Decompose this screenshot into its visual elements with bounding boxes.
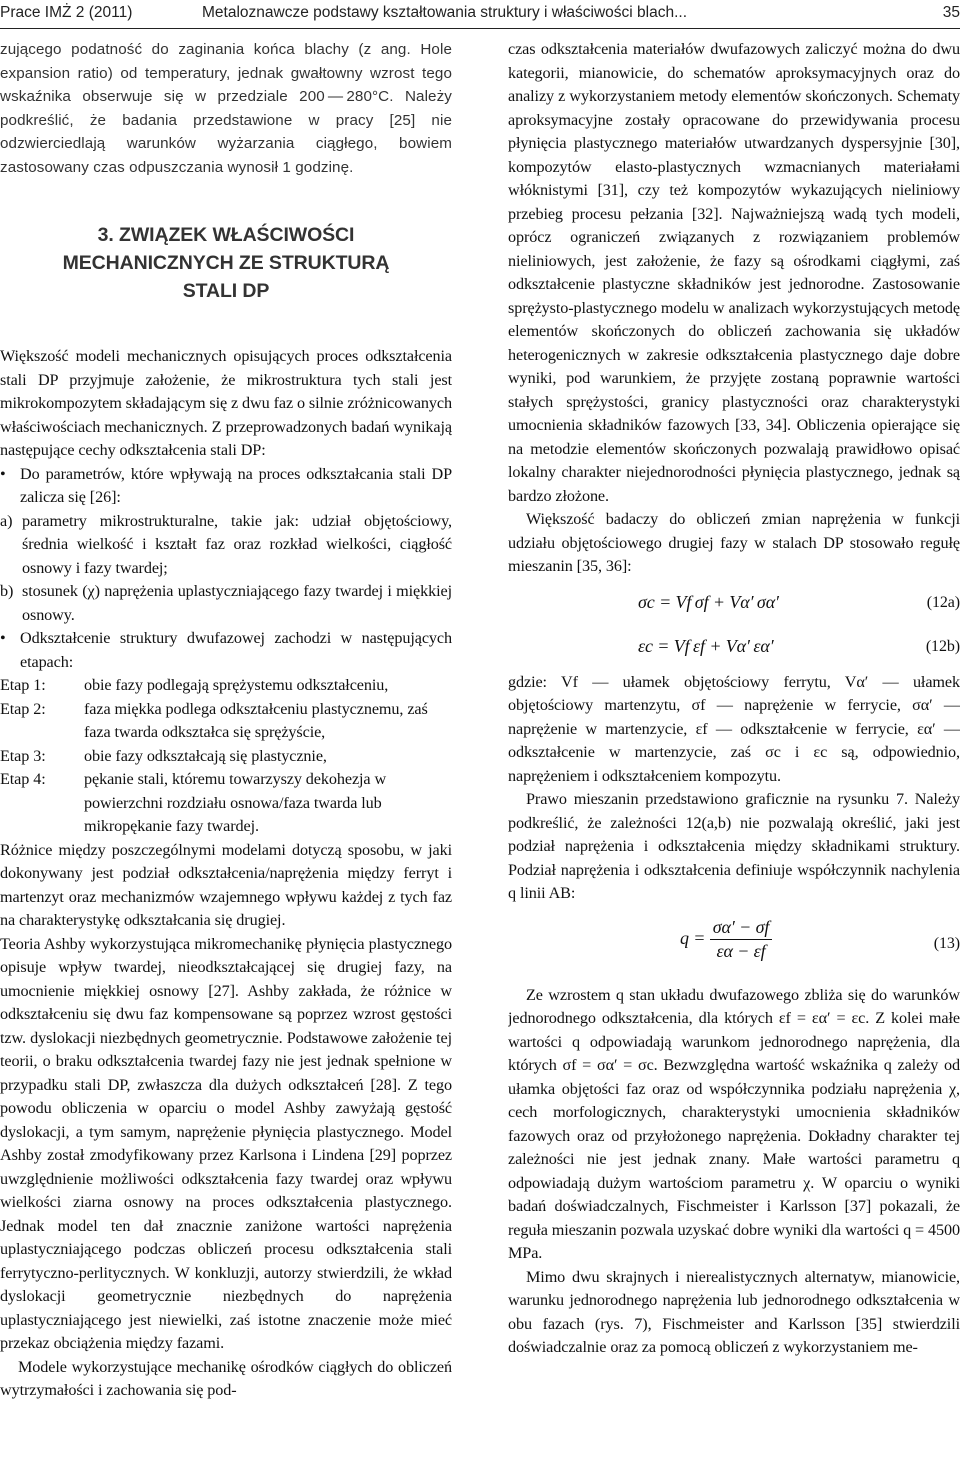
section-heading-line-3: STALI DP — [182, 280, 270, 302]
section-heading — [0, 221, 452, 305]
section-heading-line-2: MECHANICZNYCH ZE STRUKTURĄ — [62, 252, 390, 274]
paragraph: Mimo dwu skrajnych i nierealistycznych alternatyw, mianowicie, warunku jednorodnego naprężenia lub jednorodnego odkształcenia w obu fazach (rys. 7), Fischmeister and Karlsson [35] stwierdzili doświadczalnie oraz za pomocą obliczeń z wykorzystaniem me- — [508, 1267, 960, 1356]
section-heading-line-1: 3. ZWIĄZEK WŁAŚCIWOŚCI — [97, 224, 355, 246]
stage-item — [0, 768, 452, 839]
stage-label: Etap 1: — [0, 676, 46, 694]
bullet-text: Odkształcenie struktury dwufazowej zachodzi w następujących etapach: — [20, 629, 452, 671]
paragraph: czas odkształcenia materiałów dwufazowych zaliczyć można do dwu kategorii, mianowicie, do schematów aproksymacyjnych oraz do analizy z wykorzystaniem metody elementów skończonych. Schematy aproksymacyjne zostały opracowane do przewidywania procesu płynięcia plastycznego materiałów utwardzanych dyspersyjnie [30], kompozytów elasto-plastycznych wzmacnianych materiałami włóknistymi [31], czy też kompozytów wykazujących nieliniowy przebieg procesu pełzania [32]. Najważniejszą wadą tych modeli, oprócz ograniczeń związanych z rozwiązaniem problemów nieliniowych, jest założenie, że fazy są ośrodkami ciągłymi, zaś odkształcenie plastyczne składników jest jednorodne. Zastosowanie sprężysto-plastycznego modelu w analizach wykorzystujących metodę elementów skończonych do obliczeń zachowania się układów heterogenicznych w zakresie odkształcenia plastycznego daje dobre wyniki, pod warunkiem, że przyjęte zostaną poprawnie wartości stałych sprężystości, granicy plastyczności oraz charakterystyki umocnienia składników fazowych [33, 34]. Obliczenia opierające się na metodzie elementów skończonych pozwalają prawidłowo opisać lokalny charakter niejednorodności płynięcia plastycznego, jednak są bardzo złożone. — [508, 40, 960, 505]
right-column — [508, 38, 960, 1463]
paragraph: gdzie: Vf — ułamek objętościowy ferrytu, Vα′ — ułamek objętościowy martenzytu, σf — naprężenie w ferrycie, σα′ — naprężenie w martenzycie, εf — odkształcenie w ferrycie, εα′ — odkształcenie w martenzycie, zaś σc i εc są, odpowiednio, naprężeniem i odkształceniem kompozytu. — [508, 672, 960, 785]
left-column — [0, 38, 452, 1463]
paragraph: Ze wzrostem q stan układu dwufazowego zbliża się do warunków jednorodnego odkształcenia, dla których εf = εα′ = εc. Z kolei małe wartości q odpowiadają warunkom jednorodnego naprężenia, dla których σf = σα′ = σc. Bezwzględna wartość wskaźnika q zależy od ułamka objętości faz oraz od współczynnika podziału naprężenia χ, cech morfologicznych, charakterystyki umocnienia składników fazowych oraz od przyłożonego naprężenia. Dokładny charakter tej zależności nie jest jednak znany. Małe wartości parametru q odpowiadają dużym wartościom parametru χ. W oparciu o wyniki badań doświadczalnych, Fischmeister i Karlsson [37] pokazali, że reguła mieszanin pozwala uzyskać dobre wyniki dla wartości q = 4500 MPa. — [508, 985, 960, 1262]
stage-text: obie fazy podlegają sprężystemu odkształceniu, — [84, 676, 389, 694]
paragraph: Prawo mieszanin przedstawiono graficznie na rysunku 7. Należy podkreślić, że zależności 12(a,b) nie pozwalają określić, jaki jest podział naprężenia i odkształcenia między składnikami struktury. Podział naprężenia i odkształcenia definiuje współczynnik nachylenia q linii AB: — [508, 790, 960, 902]
sub-item-text: stosunek (χ) naprężenia uplastyczniającego fazy twardej i miękkiej osnowy. — [22, 582, 452, 624]
stage-label: Etap 3: — [0, 746, 46, 765]
equation-lhs: q = — [680, 927, 706, 948]
equation-formula: εc = Vf εf + Vα′ εα′ — [638, 635, 774, 656]
stage-text: obie fazy odkształcają się plastycznie, — [84, 746, 327, 765]
paragraph: Teoria Ashby wykorzystująca mikromechanikę płynięcia plastycznego opisuje wpływ twardej, nieodkształcającej się drugiej fazy, na umocnienie miękkiej osnowy [27]. Ashby zakłada, że różnice w odkształceniu się dwu faz kompensowane są poprzez wzrost gęstości tzw. dyslokacji niezbędnych geometrycznie. Podstawowe założenie tej teorii, o braku odkształcenia twardej fazy nie jest jednak spełnione w przypadku stali DP, zwłaszcza dla dużych odkształceń [28]. Z tego powodu obliczenia w oparciu o model Ashby zawyżają gęstość dyslokacji, a tym samym, naprężenie płynięcia plastycznego. Model Ashby został zmodyfikowany przez Karlsona i Lindena [29] poprzez uwzględnienie możliwości odkształcenia fazy twardej oraz wpływu wielkości ziarna osnowy na proces odkształcenia plastycznego. Jednak model ten dał znacznie zaniżone wartości naprężenia uplastyczniającego podczas obliczeń procesu odkształcenia stali ferrytyczno-perlitycznych. W konkluzji, autorzy stwierdzili, że wkład dyslokacji geometrycznie niezbędnych do naprężenia uplastyczniającego jest niewielki, zaś istotne znaczenie może mieć przekaz obciążenia między fazami. — [0, 934, 452, 1352]
equation-number: (12a) — [926, 593, 960, 611]
bullet-dot-icon: • — [0, 464, 6, 483]
bullet-item — [0, 463, 452, 510]
stage-item — [0, 745, 452, 769]
stage-item — [0, 698, 452, 745]
paragraph: Większość modeli mechanicznych opisujących proces odkształcenia stali DP przyjmuje założenie, że mikrostruktura tych stali jest mikrokompozytem składającym się z dwu faz o silnie zróżnicowanych właściwościach mechanicznych. Z przeprowadzonych badań wynikają następujące cechy odkształcenia stali DP: — [0, 347, 452, 459]
sub-item — [0, 580, 452, 627]
paragraph-intro: zującego podatność do zaginania końca blachy (z ang. Hole expansion ratio) od temperatury, jednak gwałtowny wzrost tego wskaźnika obserwuje się w przedziale 200 — 280°C. Należy podkreślić, że badania przedstawione w pracy [25] nie odzwierciedlają warunków wyżarzania ciągłego, bowiem zastosowany czas odpuszczania wynosił 1 godzinę. — [0, 41, 452, 176]
stage-label: Etap 2: — [0, 699, 46, 718]
stage-text: faza miękka podlega odkształceniu plastycznemu, zaś faza twarda odkształca się sprężyście, — [84, 699, 428, 741]
stage-label: Etap 4: — [0, 770, 46, 788]
paragraph: Modele wykorzystujące mechanikę ośrodków ciągłych do obliczeń wytrzymałości i zachowania się pod- — [0, 1357, 452, 1399]
equation-number: (12b) — [925, 637, 960, 655]
stage-item — [0, 674, 452, 698]
equation-number: (13) — [933, 934, 960, 952]
bullet-dot-icon: • — [0, 629, 6, 647]
fraction — [710, 916, 773, 964]
equation-12a — [508, 583, 960, 623]
page-number: 35 — [942, 4, 960, 21]
sub-item-text: parametry mikrostrukturalne, takie jak: udział objętościowy, średnia wielkość i kształt faz oraz rozkład wielkości, ciągłość osnowy i fazy twardej; — [22, 511, 452, 577]
fraction-denominator: εα − εf — [716, 941, 766, 961]
equation-formula — [680, 916, 772, 964]
paragraph: Większość badaczy do obliczeń zmian naprężenia w funkcji udziału objętościowego drugiej fazy w stalach DP stosowało regułę mieszanin [35, 36]: — [508, 510, 960, 575]
bullet-item — [0, 627, 452, 674]
equation-13 — [508, 910, 960, 980]
running-header — [0, 2, 960, 29]
sub-item-label: b) — [0, 582, 14, 600]
fraction-numerator: σα′ − σf — [710, 916, 773, 941]
bullet-text: Do parametrów, które wpływają na proces odkształcania stali DP zalicza się [26]: — [20, 464, 452, 506]
sub-item-label: a) — [0, 511, 13, 530]
stage-text: pękanie stali, któremu towarzyszy dekohezja w powierzchni rozdziału osnowa/faza twarda lub mikropękanie fazy twardej. — [84, 770, 387, 835]
equation-12b — [508, 627, 960, 667]
journal-name: Prace IMŻ 2 (2011) — [0, 4, 133, 21]
paragraph: Różnice między poszczególnymi modelami dotyczą sposobu, w jaki dokonywany jest podział odkształcenia/naprężenia między ferryt i martenzyt oraz mechanizmów wzajemnego wpływu każdej z tych faz na charakterystykę odkształcania się drugiej. — [0, 840, 452, 929]
equation-formula: σc = Vf σf + Vα′ σα′ — [638, 591, 779, 612]
article-running-title: Metaloznawcze podstawy kształtowania struktury i właściwości blach... — [202, 4, 687, 21]
sub-item — [0, 510, 452, 581]
